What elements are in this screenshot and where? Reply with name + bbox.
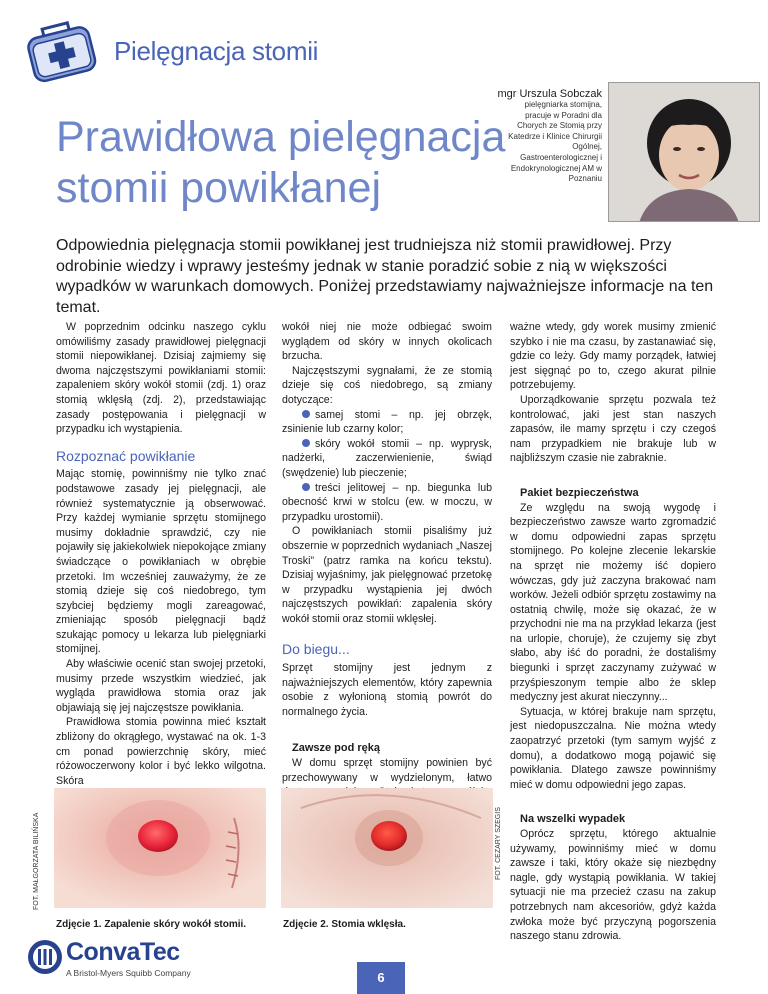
text-column-1 [56, 320, 266, 788]
paragraph: O powikłaniach stomii pisaliśmy już obszernie w poprzednich wydaniach „Naszej Troski” (patrz ramka na końcu tekstu). Dzisiaj wyjaśnimy, jak pielęgnować przetokę w przypadku wystąpienia jej dwóch najczęstszych powikłań: zapalenia skóry wokół stomii oraz stomii wklęsłej. [282, 525, 492, 625]
photo-caption: Zdjęcie 1. Zapalenie skóry wokół stomii. [56, 919, 247, 930]
paragraph: Uporządkowanie sprzętu pozwala też kontrolować, jaki jest stan naszych zapasów, ile mamy sprzętu i czy czegoś nam przypadkiem nie brakuje lub w najbliższym czasie nie zabraknie. [510, 393, 716, 465]
article-lead: Odpowiednia pielęgnacja stomii powikłanej jest trudniejsza niż stomii prawidłowej. Przy odrobinie wiedzy i wprawy jesteśmy jednak w stanie poradzić sobie z nią w większości wypadków w warunkach domowych. Poniżej przedstawiamy najważniejsze informacje na ten temat. [56, 237, 714, 316]
paragraph: Najczęstszymi sygnałami, że ze stomią dzieje się coś niedobrego, są zmiany dotyczące: [282, 364, 492, 406]
logo-name: ConvaTec [66, 938, 180, 966]
photo-retracted-stoma [281, 788, 493, 908]
photo-credit: FOT. MAŁGORZATA BILIŃSKA [33, 812, 40, 910]
section-title: Pielęgnacja stomii [114, 36, 319, 66]
bullet-icon [302, 483, 310, 491]
bullet-item: samej stomi – np. jej obrzęk, zsinienie lub czarny kolor; [282, 408, 492, 436]
paragraph: ważne wtedy, gdy worek musimy zmienić szybko i nie ma czasu, by zastanawiać się, gdzie co leży. Gdy mamy porządek, łatwiej jest sięgnąć po to, czego akurat pilnie potrzebujemy. [510, 321, 716, 392]
convatec-logo-icon [26, 938, 64, 976]
bullet-item: treści jelitowej – np. biegunka lub obecność krwi w stolcu (ew. w moczu, w przypadku urostomii). [282, 481, 492, 523]
paragraph: Aby właściwie ocenić stan swojej przetoki, musimy przede wszystkim wiedzieć, jak wygląda prawidłowa stomia oraz jak objawiają się jej najczęstsze powikłania. [56, 658, 266, 714]
section-heading: Do biegu... [282, 641, 350, 658]
bullet-item: skóry wokół stomii – np. wyprysk, nadżerki, zaczerwienienie, świąd (swędzenie) lub pieczenie; [282, 437, 492, 479]
paragraph: Mając stomię, powinniśmy nie tylko znać podstawowe zasady jej pielęgnacji, ale również systematycznie ją obserwować. Przy każdej wymianie sprzętu stomijnego musimy dokładnie sprawdzić, czy nie pojawiły się jakiekolwiek niepokojące zmiany świadczące o powikłaniach w obrębie przetoki. Im wcześniej zauważymy, że ze stomią dzieje się coś niedobrego, tym szybciej będziemy mogli zareagować, zmieniając sposób pielęgnacji bądź szukając pomocy u lekarza lub pielęgniarki stomijnej. [56, 468, 266, 656]
text-column-2 [282, 320, 492, 800]
bullet-icon [302, 439, 310, 447]
article-title: Prawidłowa pielęgnacja stomii powikłanej [56, 113, 506, 212]
paragraph: W domu sprzęt stomijny powinien być przechowywany w wydzielonym, łatwo [282, 757, 492, 784]
photo-credit: FOT. CEZARY SZEGIS [495, 807, 502, 880]
paragraph: wokół niej nie może odbiegać swoim wyglądem od skóry w innych okolicach brzucha. [282, 321, 492, 363]
section-heading: Rozpoznać powikłanie [56, 447, 196, 464]
author-bio: pielęgniarka stomijna, pracuje w Poradni dla Chorych ze Stomią przy Katedrze i Klinice Chirurgii Ogólnej, Gastroenterologicznej i Endokrynologicznej AM w Poznaniu [508, 100, 602, 184]
bullet-icon [302, 410, 310, 418]
photo-caption: Zdjęcie 2. Stomia wklęsła. [283, 919, 406, 930]
author-photo [608, 82, 760, 222]
paragraph: Ze względu na swoją wygodę i bezpieczeństwo zawsze warto zgromadzić w domu odpowiedni zapas sprzętu stomijnego. Po kolejne zlecenie lekarskie na sprzęt nie możemy iść dopiero wówczas, gdy już zaczyna brakować nam worków. Jeżeli odbiór sprzętu zostawimy na ostatnią chwilę, może się okazać, że w przychodni nie ma na przykład lekarza (jest na urlopie, choruje), że czujemy się zbyt słabo, aby iść do poradni, że dostaliśmy biegunki i sprzęt zaczynamy zużywać w przyśpieszonym tempie albo że sklep medyczny jest akurat nieczynny... [510, 501, 716, 704]
convatec-logo [26, 936, 226, 986]
paragraph: Sprzęt stomijny jest jednym z najważniejszych elementów, który zapewnia osobie z wyłonioną stomią powrót do normalnego życia. [282, 662, 492, 718]
text-column-3 [510, 320, 716, 944]
paragraph: Sytuacja, w której brakuje nam sprzętu, jest niedopuszczalna. Nie można wtedy zaopatrzyć przetoki (tym samym wyjść z domu), a dodatkowo mogą pojawić się powikłania. Dlatego zawsze powinniśmy mieć w domu odpowiedni jego zapas. [510, 705, 716, 791]
medical-bag-icon [22, 14, 102, 88]
page-number: 6 [377, 970, 385, 985]
logo-subtitle: A Bristol-Myers Squibb Company [66, 968, 191, 978]
paragraph: Oprócz sprzętu, którego aktualnie używamy, powinniśmy mieć w domu zawsze i taki, który okaże się niezbędny nagle, gdy wystąpią powikłania. W takiej sytuacji nie ma przecież czasu na zakup potrzebnych nam akcesoriów, gdyż każda zwłoka może być przyczyną pogorszenia naszego stanu zdrowia. [510, 828, 716, 943]
subsection-heading: Na wszelki wypadek [520, 813, 626, 826]
paragraph: Prawidłowa stomia powinna mieć kształt zbliżony do okrągłego, wystawać na ok. 1-3 cm ponad powierzchnię skóry, mieć różowoczerwony kolor i być lekko wilgotna. Skóra [56, 716, 266, 787]
subsection-heading: Pakiet bezpieczeństwa [520, 486, 639, 499]
subsection-heading: Zawsze pod ręką [292, 742, 381, 755]
photo-skin-inflammation [54, 788, 266, 908]
paragraph: W poprzednim odcinku naszego cyklu omówiliśmy zasady prawidłowej pielęgnacji stomii niepowikłanej. Dzisiaj zajmiemy się dwoma najczęstszymi powikłaniami stomii: zapaleniem skóry wokół stomii (zdj. 1) oraz stomią wklęsłą (zdj. 2), przedstawiając zasady postępowania i pielęgnacji w przypadku ich wystąpienia. [56, 321, 266, 436]
author-name: mgr Urszula Sobczak [497, 88, 602, 100]
